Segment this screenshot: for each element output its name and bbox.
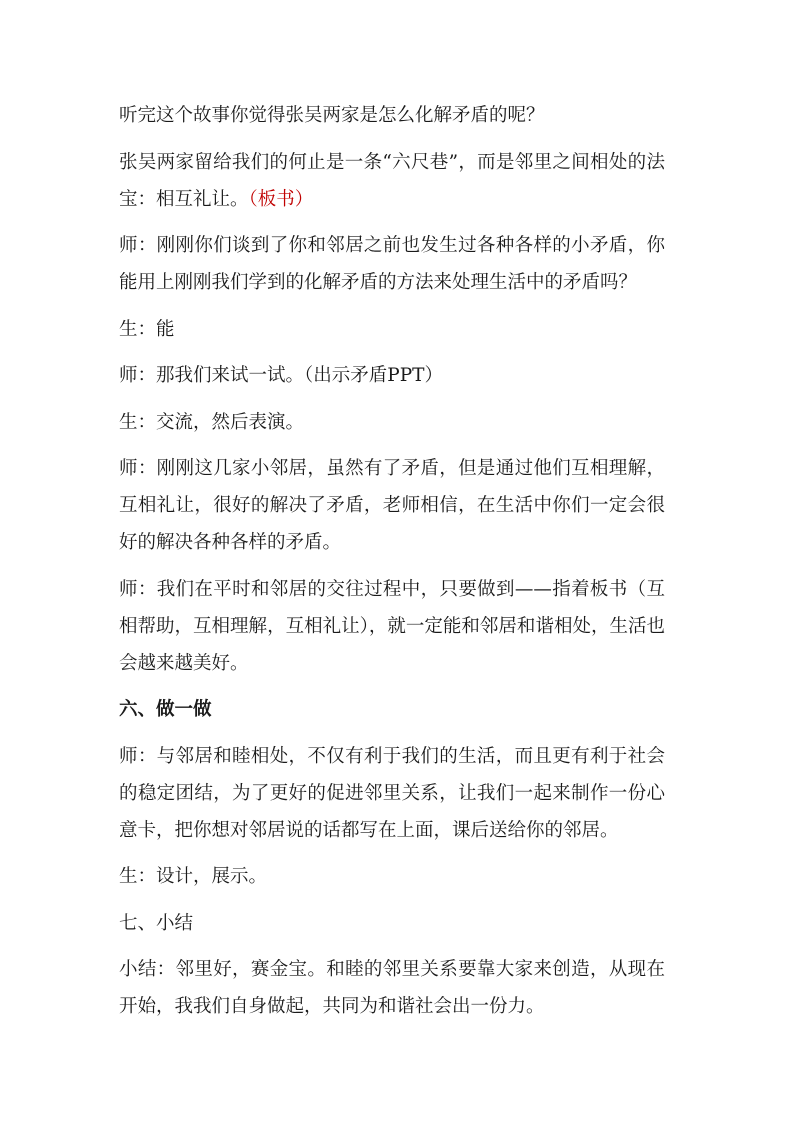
paragraph-text: 生：能 (119, 318, 175, 340)
paragraph-teacher-5 (119, 738, 665, 849)
paragraph-text: 师：刚刚这几家小邻居，虽然有了矛盾，但是通过他们互相理解，互相礼让，很好的解决了矛盾，老师相信，在生活中你们一定会很好的解决各种各样的矛盾。 (119, 458, 665, 553)
section-heading-summary (119, 905, 665, 942)
paragraph-text: 师：我们在平时和邻居的交往过程中，只要做到——指着板书（互相帮助，互相理解，互相礼让），就一定能和邻居和谐相处，生活也会越来越美好。 (119, 578, 665, 674)
document-body (119, 97, 665, 1035)
heading-text: 七、小结 (119, 912, 194, 934)
paragraph-text: 生：设计，展示。 (119, 866, 268, 887)
paragraph-text: 听完这个故事你觉得张吴两家是怎么化解矛盾的呢？ (119, 105, 545, 126)
heading-text: 六、做一做 (119, 699, 212, 720)
paragraph-teacher-3 (119, 450, 665, 561)
paragraph-text: 张吴两家留给我们的何止是一条“六尺巷”，而是邻里之间相处的法宝：相互礼让。 (119, 151, 665, 210)
paragraph-summary (119, 951, 665, 1025)
paragraph-text: 师：刚刚你们谈到了你和邻居之前也发生过各种各样的小矛盾，你能用上刚刚我们学到的化解矛盾的方法来处理生活中的矛盾吗？ (119, 235, 665, 293)
paragraph-text: 小结：邻里好，赛金宝。和睦的邻里关系要靠大家来创造，从现在开始，我我们自身做起，共同为和谐社会出一份力。 (119, 959, 665, 1017)
section-heading-do-it (119, 691, 665, 728)
paragraph-six-chi-lane (119, 144, 665, 218)
paragraph-student-1 (119, 311, 665, 348)
paragraph-teacher-4 (119, 571, 665, 682)
blackboard-note: （板书） (248, 188, 314, 210)
paragraph-student-3 (119, 858, 665, 895)
paragraph-text: 师：与邻居和睦相处，不仅有利于我们的生活，而且更有利于社会的稳定团结，为了更好的促进邻里关系，让我们一起来制作一份心意卡，把你想对邻居说的话都写在上面，课后送给你的邻居。 (119, 745, 665, 841)
paragraph-text: 师：那我们来试一试。（出示矛盾PPT） (119, 365, 443, 386)
paragraph-student-2 (119, 404, 665, 441)
paragraph-teacher-1 (119, 227, 665, 301)
paragraph-text: 生：交流，然后表演。 (119, 411, 305, 433)
paragraph-question (119, 97, 665, 134)
paragraph-teacher-2 (119, 357, 665, 394)
